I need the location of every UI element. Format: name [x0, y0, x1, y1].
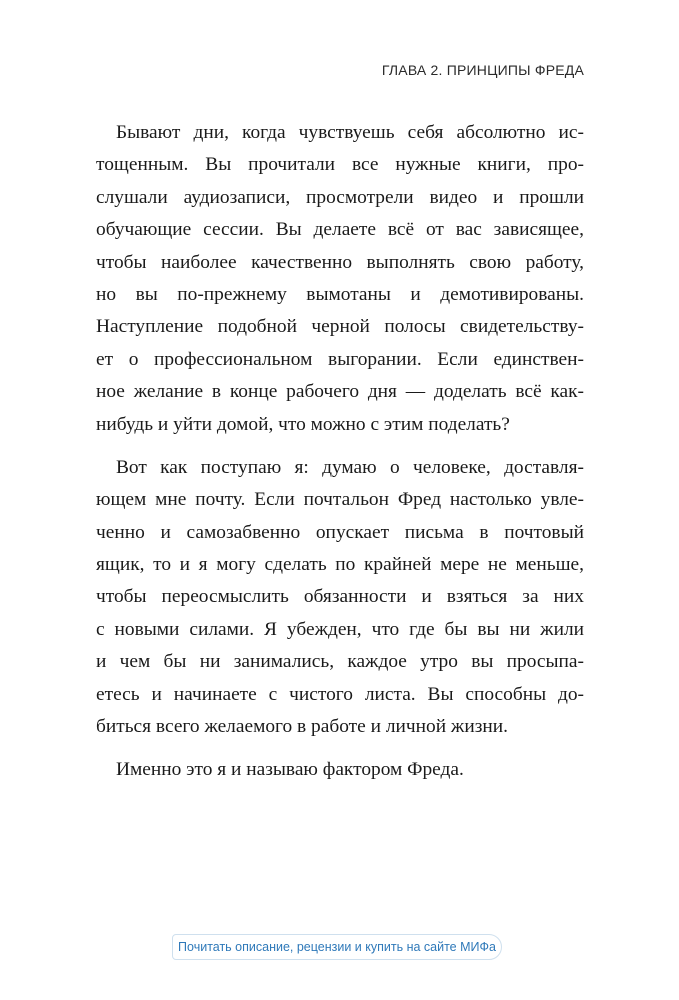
paragraph-3	[96, 754, 584, 786]
body-text	[96, 117, 584, 787]
text-line: чтобы наиболее качественно выполнять свою работу,	[96, 251, 584, 273]
text-line: Вот как поступаю я: думаю о человеке, доставля-	[116, 456, 584, 478]
text-line: ет о профессиональном выгорании. Если единствен-	[96, 348, 584, 370]
text-line: с новыми силами. Я убежден, что где бы вы ни жили	[96, 618, 584, 640]
paragraph-1	[96, 117, 584, 441]
text-line: и чем бы ни занимались, каждое утро вы просыпа-	[96, 651, 584, 673]
text-line: биться всего желаемого в работе и личной жизни.	[96, 716, 508, 738]
text-line: Именно это я и называю фактором Фреда.	[116, 759, 464, 781]
text-line: Наступление подобной черной полосы свидетельству-	[96, 316, 584, 338]
text-line: Бывают дни, когда чувствуешь себя абсолютно ис-	[116, 122, 584, 143]
buy-on-mif-link-button[interactable]: Почитать описание, рецензии и купить на сайте МИФа	[172, 934, 502, 960]
text-line: етесь и начинаете с чистого листа. Вы способны до-	[96, 683, 584, 705]
text-line: ное желание в конце рабочего дня — доделать всё как-	[96, 381, 584, 403]
running-header-chapter-title: ГЛАВА 2. ПРИНЦИПЫ ФРЕДА	[381, 62, 584, 78]
text-line: чтобы переосмыслить обязанности и взяться за них	[96, 586, 584, 608]
paragraph-2	[96, 452, 584, 744]
text-line: но вы по-прежнему вымотаны и демотивированы.	[96, 283, 584, 305]
text-line: слушали аудиозаписи, просмотрели видео и прошли	[96, 186, 584, 208]
text-line: ченно и самозабвенно опускает письма в почтовый	[96, 521, 584, 543]
text-line: обучающие сессии. Вы делаете всё от вас зависящее,	[96, 219, 584, 241]
text-line: тощенным. Вы прочитали все нужные книги, про-	[96, 154, 584, 176]
text-line: ящик, то и я могу сделать по крайней мере не меньше,	[96, 554, 584, 576]
text-line: нибудь и уйти домой, что можно с этим поделать?	[96, 413, 510, 435]
text-line: ющем мне почту. Если почтальон Фред настолько увле-	[96, 489, 584, 511]
